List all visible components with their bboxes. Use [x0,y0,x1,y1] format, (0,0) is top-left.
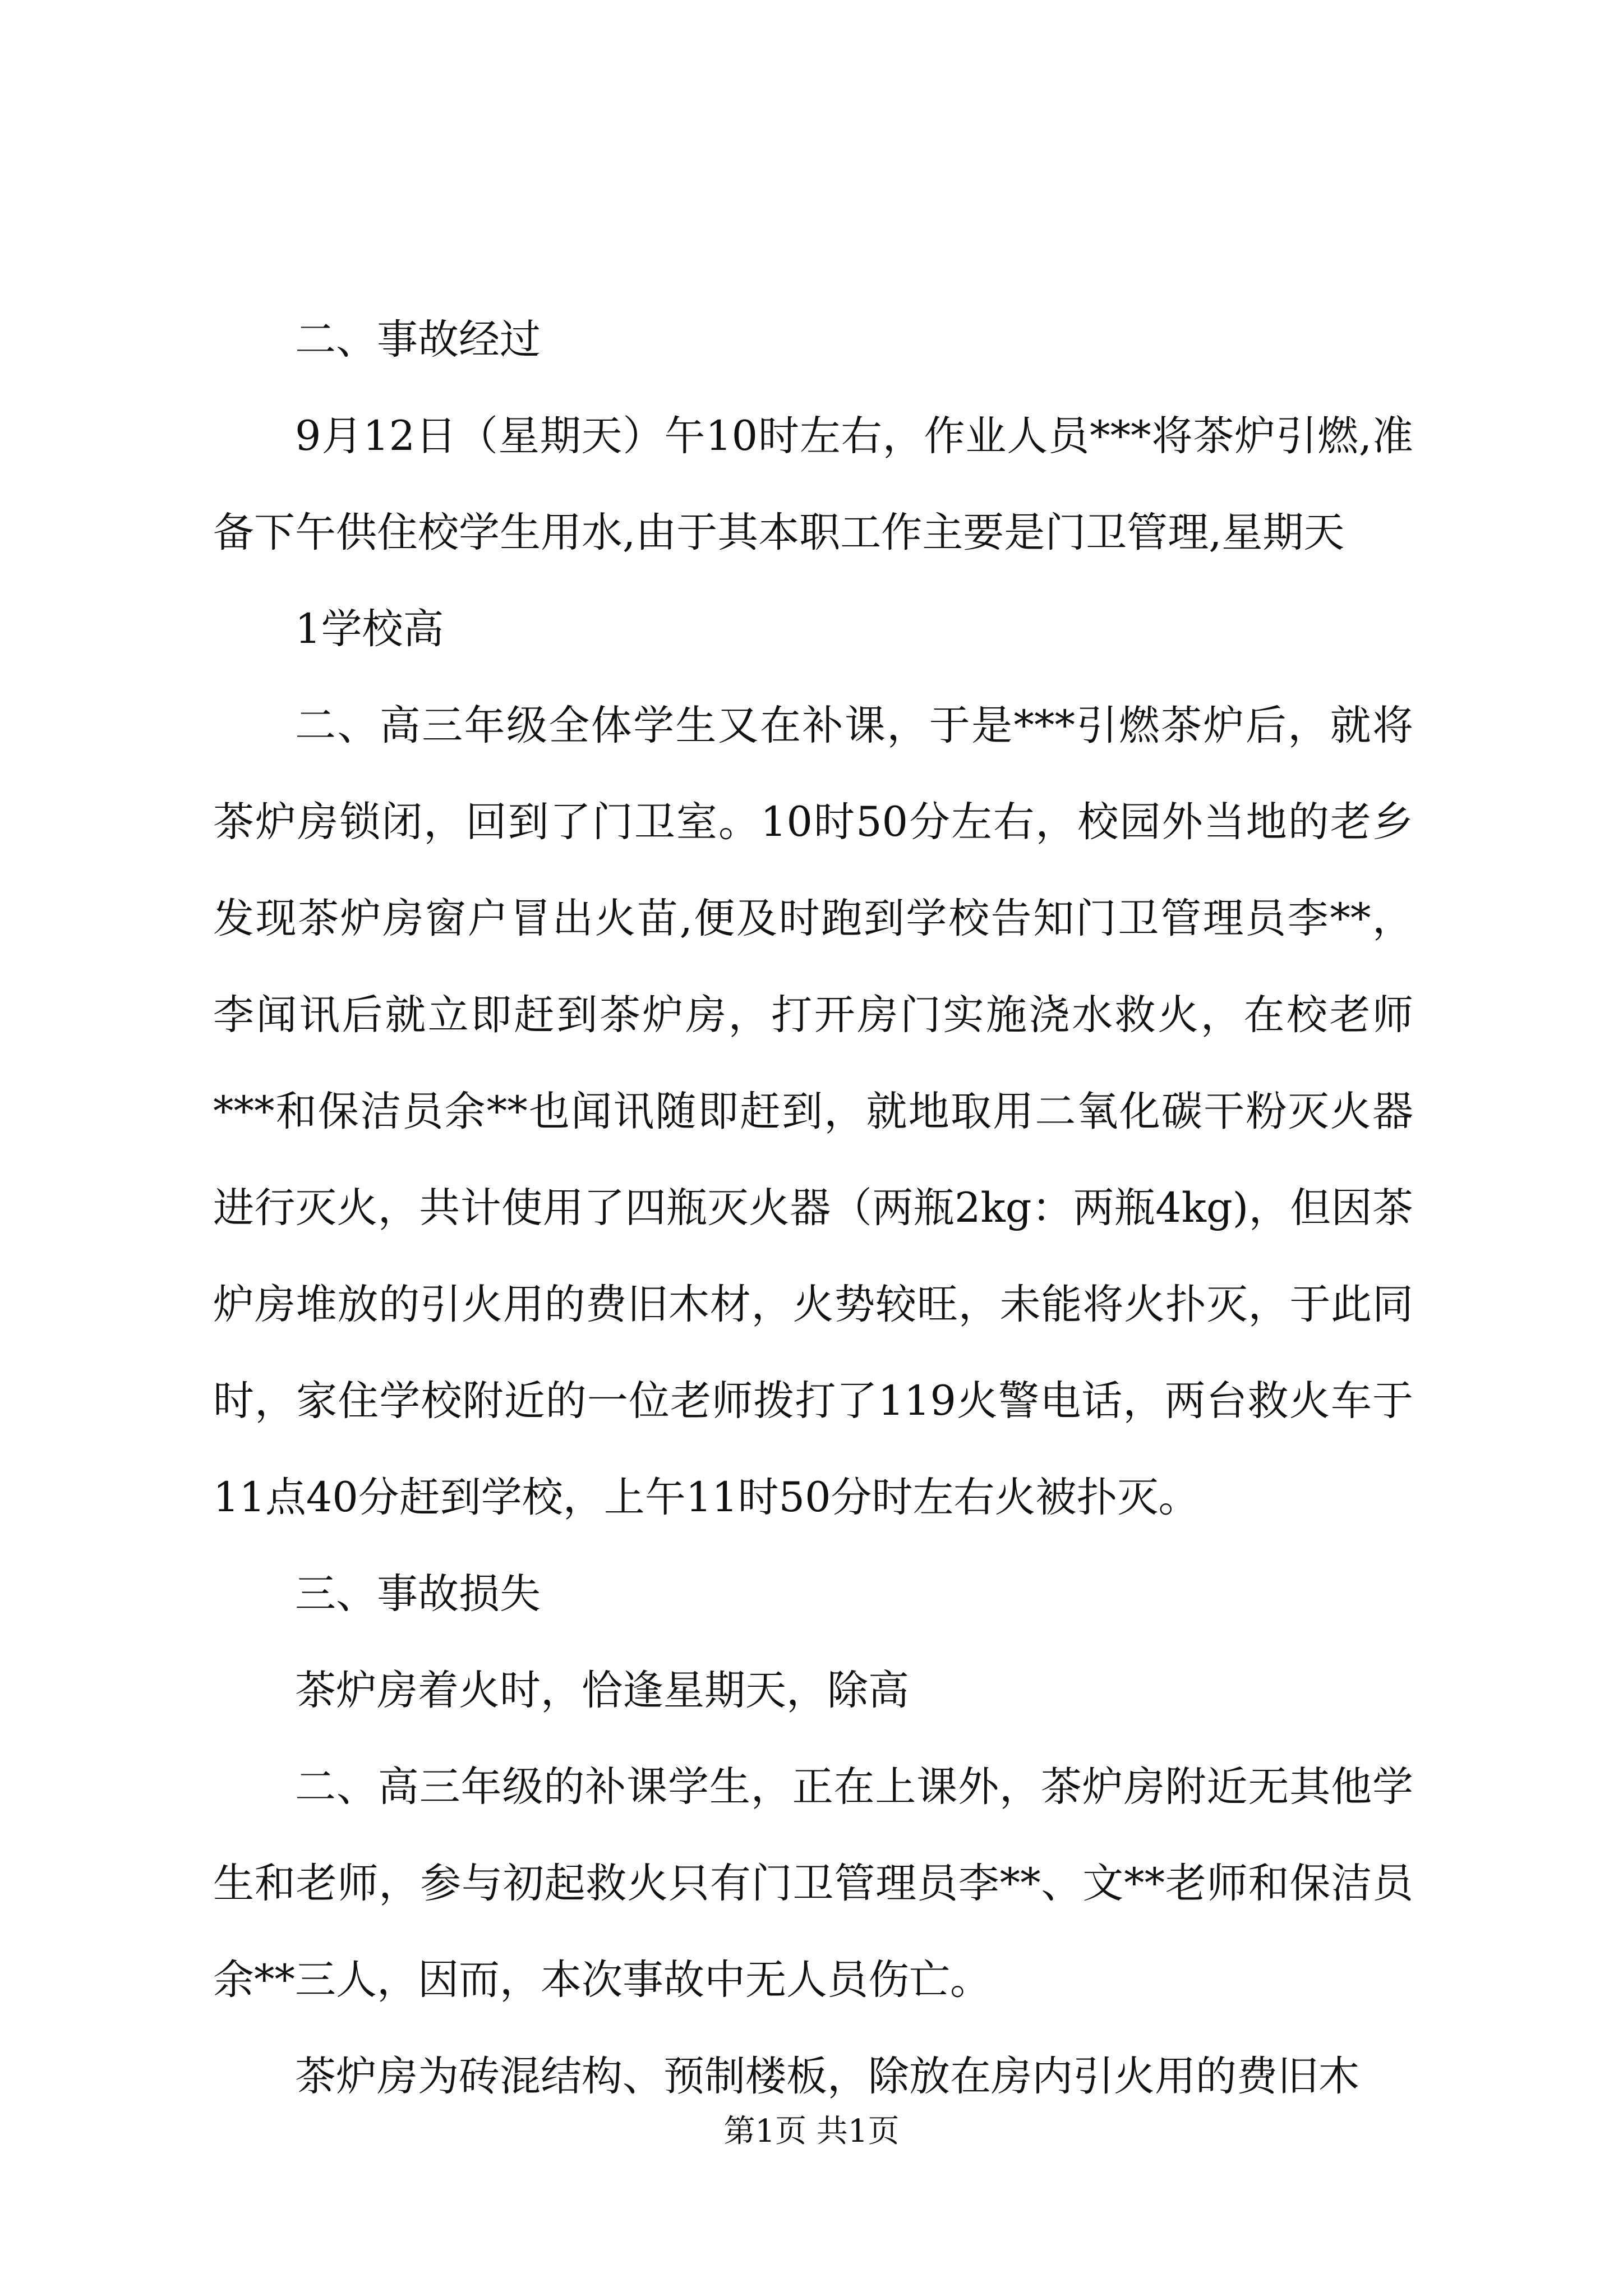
section-heading-accident-loss: 三、事故损失 [295,1570,541,1618]
paragraph: 茶炉房为砖混结构、预制楼板，除放在房内引火用的费旧木 [295,2053,1359,2100]
paragraph: 茶炉房着火时，恰逢星期天，除高 [295,1667,909,1714]
page-footer: 第1页 共1页 [723,2113,900,2150]
paragraph: 二、高三年级的补课学生，正在上课外，茶炉房附近无其他学生和老师，参与初起救火只有门卫管理员李**、文**老师和保洁员余**三人，因而，本次事故中无人员伤亡。 [213,1763,1413,2004]
section-heading-accident-process: 二、事故经过 [295,316,541,364]
paragraph: 1学校高 [295,605,444,653]
document-body [213,292,1413,2125]
paragraph: 二、高三年级全体学生又在补课，于是***引燃茶炉后，就将茶炉房锁闭，回到了门卫室。10时50分左右，校园外当地的老乡发现茶炉房窗户冒出火苗,便及时跑到学校告知门卫管理员李**，李闻讯后就立即赶到茶炉房，打开房门实施浇水救火，在校老师***和保洁员余**也闻讯随即赶到，就地取用二氧化碳干粉灭火器进行灭火，共计使用了四瓶灭火器（两瓶2kg：两瓶4kg)，但因茶炉房堆放的引火用的费旧木材，火势较旺，未能将火扑灭，于此同时，家住学校附近的一位老师拨打了119火警电话，两台救火车于11点40分赶到学校，上午11时50分时左右火被扑灭。 [213,702,1413,1521]
paragraph: 9月12日（星期天）午10时左右，作业人员***将茶炉引燃,准备下午供住校学生用水,由于其本职工作主要是门卫管理,星期天 [213,412,1413,556]
